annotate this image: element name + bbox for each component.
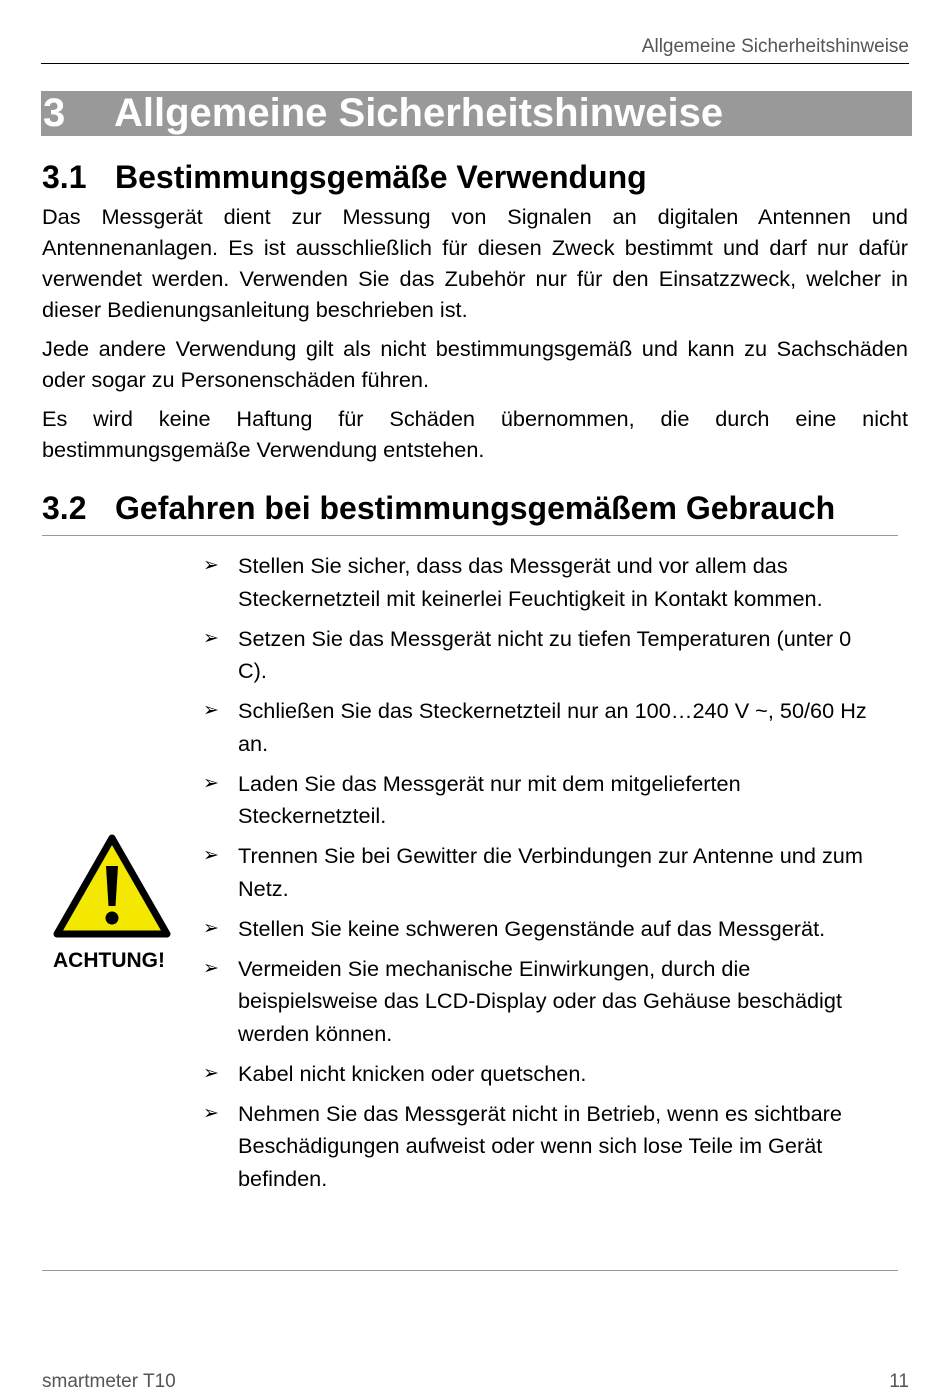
list-item: [203, 953, 883, 1051]
list-item: [203, 1058, 883, 1091]
section-rule-top: [42, 535, 898, 536]
arrow-bullet-icon: ➢: [203, 917, 219, 939]
footer-page-number: 11: [889, 1371, 909, 1392]
section-title: Gefahren bei bestimmungsgemäßem Gebrauch: [115, 490, 836, 526]
section-rule-bottom: [42, 1270, 898, 1271]
list-item: [203, 913, 883, 946]
list-item: [203, 840, 883, 905]
list-item: [203, 768, 883, 833]
list-item-text: Nehmen Sie das Messgerät nicht in Betrieb, wenn es sichtbare Beschädigungen aufweist oder wenn sich lose Teile im Gerät befinden.: [238, 1100, 842, 1191]
list-item-text: Stellen Sie sicher, dass das Messgerät und vor allem das Steckernetzteil mit keinerlei Feuchtigkeit in Kontakt kommen.: [238, 553, 823, 611]
section-body-3-1: [42, 201, 908, 473]
header-rule: [41, 63, 909, 64]
arrow-bullet-icon: ➢: [203, 700, 219, 721]
list-item-text: Stellen Sie keine schweren Gegenstände auf das Messgerät.: [238, 915, 826, 941]
warning-triangle-icon: [52, 832, 172, 940]
arrow-bullet-icon: ➢: [203, 1062, 219, 1084]
list-item-text: Vermeiden Sie mechanische Einwirkungen, durch die beispielsweise das LCD-Display oder das Gehäuse beschädigt werden können.: [238, 955, 842, 1046]
list-item-text: Kabel nicht knicken oder quetschen.: [238, 1060, 587, 1086]
exclamation-dot: [106, 912, 119, 925]
list-item: [203, 1098, 883, 1196]
hazard-list: [203, 550, 883, 1203]
footer-product: smartmeter T10: [42, 1371, 176, 1392]
warning-label: ACHTUNG!: [53, 949, 165, 972]
arrow-bullet-icon: ➢: [203, 772, 219, 794]
chapter-heading: [41, 91, 912, 136]
running-header: Allgemeine Sicherheitshinweise: [641, 36, 909, 57]
arrow-bullet-icon: ➢: [203, 1102, 219, 1124]
paragraph: Jede andere Verwendung gilt als nicht bestimmungsgemäß und kann zu Sachschäden oder sogar zu Personenschäden führen.: [42, 336, 908, 392]
arrow-bullet-icon: ➢: [203, 627, 219, 649]
list-item: [203, 623, 883, 688]
section-number: 3.1: [42, 159, 87, 195]
paragraph: Es wird keine Haftung für Schäden übernommen, die durch eine nicht bestimmungsgemäße Verwendung entstehen.: [42, 406, 908, 462]
arrow-bullet-icon: ➢: [203, 555, 219, 576]
section-title: Bestimmungsgemäße Verwendung: [115, 159, 647, 195]
list-item: [203, 695, 883, 760]
list-item-text: Schließen Sie das Steckernetzteil nur an 100…240 V ~, 50/60 Hz an.: [238, 698, 867, 756]
list-item-text: Trennen Sie bei Gewitter die Verbindungen zur Antenne und zum Netz.: [238, 843, 863, 901]
paragraph: Das Messgerät dient zur Messung von Signalen an digitalen Antennen und Antennenanlagen. Es ist ausschließlich für diesen Zweck bestimmt und darf nur dafür verwendet werden. Verwenden Sie das Zubehör nur für den Einsatzzweck, welcher in dieser Bedienungsanleitung beschrieben ist.: [42, 204, 908, 322]
arrow-bullet-icon: ➢: [203, 957, 219, 979]
list-item-text: Setzen Sie das Messgerät nicht zu tiefen Temperaturen (unter 0 C).: [238, 625, 852, 683]
chapter-title: Allgemeine Sicherheitshinweise: [114, 91, 724, 135]
list-item-text: Laden Sie das Messgerät nur mit dem mitgelieferten Steckernetzteil.: [238, 770, 741, 828]
arrow-bullet-icon: ➢: [203, 845, 219, 866]
chapter-number: 3: [43, 91, 66, 135]
section-number: 3.2: [42, 490, 87, 526]
list-item: [203, 550, 883, 615]
